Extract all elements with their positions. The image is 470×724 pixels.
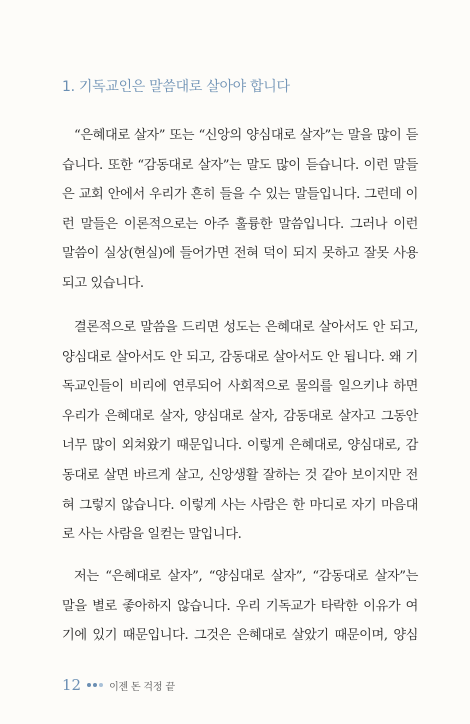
page-number: 12 xyxy=(62,676,82,694)
text-line: 우리가 은혜대로 살자, 양심대로 살자, 감동대로 살자고 그동안 xyxy=(62,408,418,424)
text-line: 기에 있기 때문입니다. 그것은 은혜대로 살았기 때문이며, 양심 xyxy=(62,628,418,644)
text-line: 혀 그렇지 않습니다. 이렇게 사는 사람은 한 마디로 자기 마음대 xyxy=(62,497,418,513)
text-line: 되고 있습니다. xyxy=(62,275,144,291)
text-line: 로 사는 사람을 일컫는 말입니다. xyxy=(62,527,242,543)
page-footer xyxy=(62,676,175,694)
dot-icon xyxy=(99,683,103,687)
section-heading: 1. 기독교인은 말씀대로 살아야 합니다 xyxy=(62,79,290,95)
text-line: 독교인들이 비리에 연루되어 사회적으로 물의를 일으키냐 하면 xyxy=(62,379,418,395)
text-line: 말을 별로 좋아하지 않습니다. 우리 기독교가 타락한 이유가 여 xyxy=(62,598,418,614)
text-line: 결론적으로 말씀을 드리면 성도는 은혜대로 살아서도 안 되고, xyxy=(74,320,418,335)
text-line: 너무 많이 외쳐왔기 때문입니다. 이렇게 은혜대로, 양심대로, 감 xyxy=(62,438,418,454)
text-line: 동대로 살면 바르게 살고, 신앙생활 잘하는 것 같아 보이지만 전 xyxy=(62,467,418,483)
text-line: 말씀이 실상(현실)에 들어가면 전혀 덕이 되지 못하고 잘못 사용 xyxy=(62,246,418,262)
dots-ornament-icon xyxy=(87,683,103,687)
dot-icon xyxy=(87,683,91,687)
paragraph-1 xyxy=(62,121,418,299)
paragraph-3 xyxy=(62,562,418,651)
text-line: 양심대로 살아서도 안 되고, 감동대로 살아서도 안 됩니다. 왜 기 xyxy=(62,349,418,365)
text-line: 저는 “은혜대로 살자”, “양심대로 살자”, “감동대로 살자”는 xyxy=(74,569,418,584)
book-title: 이젠 돈 걱정 끝 xyxy=(109,682,175,693)
text-line: “은혜대로 살자” 또는 “신앙의 양심대로 살자”는 말을 많이 듣 xyxy=(74,128,418,143)
paragraph-2 xyxy=(62,313,418,550)
text-line: 런 말들은 이론적으로는 아주 훌륭한 말씀입니다. 그러나 이런 xyxy=(62,216,418,232)
text-line: 은 교회 안에서 우리가 흔히 들을 수 있는 말들입니다. 그런데 이 xyxy=(62,187,418,203)
text-line: 습니다. 또한 “감동대로 살자”는 말도 많이 듣습니다. 이런 말들 xyxy=(62,157,418,173)
dot-icon xyxy=(93,683,97,687)
